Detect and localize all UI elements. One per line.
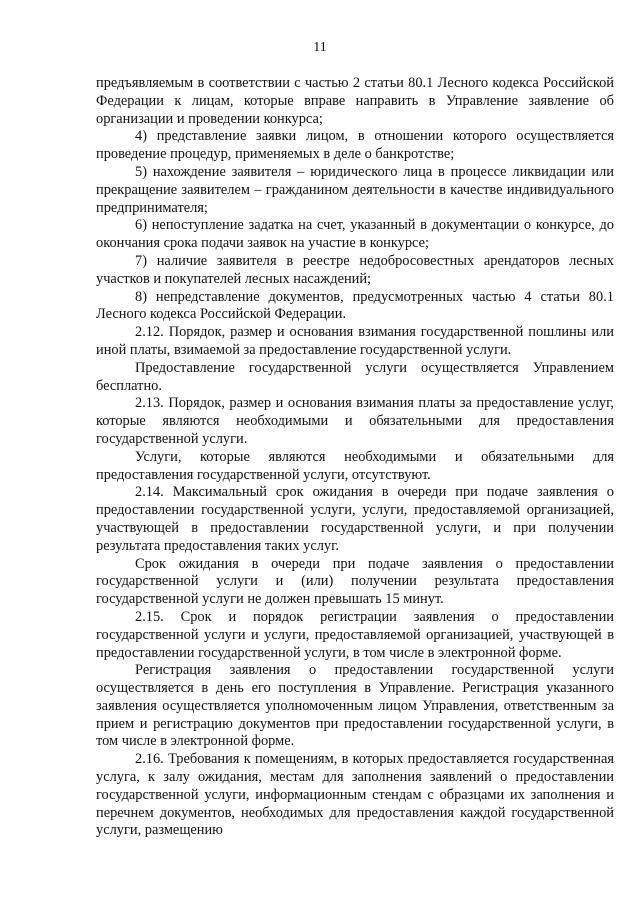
paragraph-section-2-12: 2.12. Порядок, размер и основания взимания государственной пошлины или иной платы, взимаемой за предоставление государственной услуги.	[96, 324, 614, 358]
paragraph-item-6: 6) непоступление задатка на счет, указанный в документации о конкурсе, до окончания срока подачи заявок на участие в конкурсе;	[96, 217, 614, 252]
page-number: 11	[313, 40, 327, 55]
paragraph-item-7: 7) наличие заявителя в реестре недобросовестных арендаторов лесных участков и покупателей лесных насаждений;	[96, 252, 614, 287]
paragraph-section-2-13: 2.13. Порядок, размер и основания взимания платы за предоставление услуг, которые являются необходимыми и обязательными для предоставления государственной услуги.	[96, 395, 614, 447]
paragraph-item-8: 8) непредставление документов, предусмотренных частью 4 статьи 80.1 Лесного кодекса Российской Федерации.	[96, 288, 614, 323]
paragraph-section-2-14-body: Срок ожидания в очереди при подаче заявления о предоставлении государственной услуги и (или) получении результата предоставления государственной услуги не должен превышать 15 минут.	[96, 555, 614, 608]
paragraph-continuation: предъявляемым в соответствии с частью 2 статьи 80.1 Лесного кодекса Российской Федерации к лицам, которые вправе направить в Управление заявление об организации и проведении конкурса;	[96, 75, 614, 127]
paragraph-section-2-15: 2.15. Срок и порядок регистрации заявления о предоставлении государственной услуги и услуги, предоставляемой организацией, участвующей в предоставлении государственной услуги, в том числе в электронной форме.	[96, 608, 614, 661]
document-body	[96, 75, 614, 840]
paragraph-section-2-14: 2.14. Максимальный срок ожидания в очереди при подаче заявления о предоставлении государственной услуги, услуги, предоставляемой организацией, участвующей в предоставлении государственной услуги, и при получении результата предоставления таких услуг.	[96, 484, 614, 554]
paragraph-item-5: 5) нахождение заявителя – юридического лица в процессе ликвидации или прекращение заявителем – гражданином деятельности в качестве индивидуального предпринимателя;	[96, 163, 614, 216]
paragraph-section-2-13-body: Услуги, которые являются необходимыми и обязательными для предоставления государственной услуги, отсутствуют.	[96, 448, 614, 483]
paragraph-section-2-12-body: Предоставление государственной услуги осуществляется Управлением бесплатно.	[96, 359, 614, 394]
paragraph-section-2-16: 2.16. Требования к помещениям, в которых предоставляется государственная услуга, к залу ожидания, местам для заполнения заявлений о предоставлении государственной услуги, информационным стендам с образцами их заполнения и перечнем документов, необходимых для предоставления каждой государственной услуги, размещению	[96, 751, 614, 839]
paragraph-item-4: 4) представление заявки лицом, в отношении которого осуществляется проведение процедур, применяемых в деле о банкротстве;	[96, 128, 614, 163]
paragraph-section-2-15-body: Регистрация заявления о предоставлении государственной услуги осуществляется в день его поступления в Управление. Регистрация указанного заявления осуществляется уполномоченным лицом Управления, ответственным за прием и регистрацию документов при предоставлении государственной услуги, в том числе в электронной форме.	[96, 662, 614, 750]
